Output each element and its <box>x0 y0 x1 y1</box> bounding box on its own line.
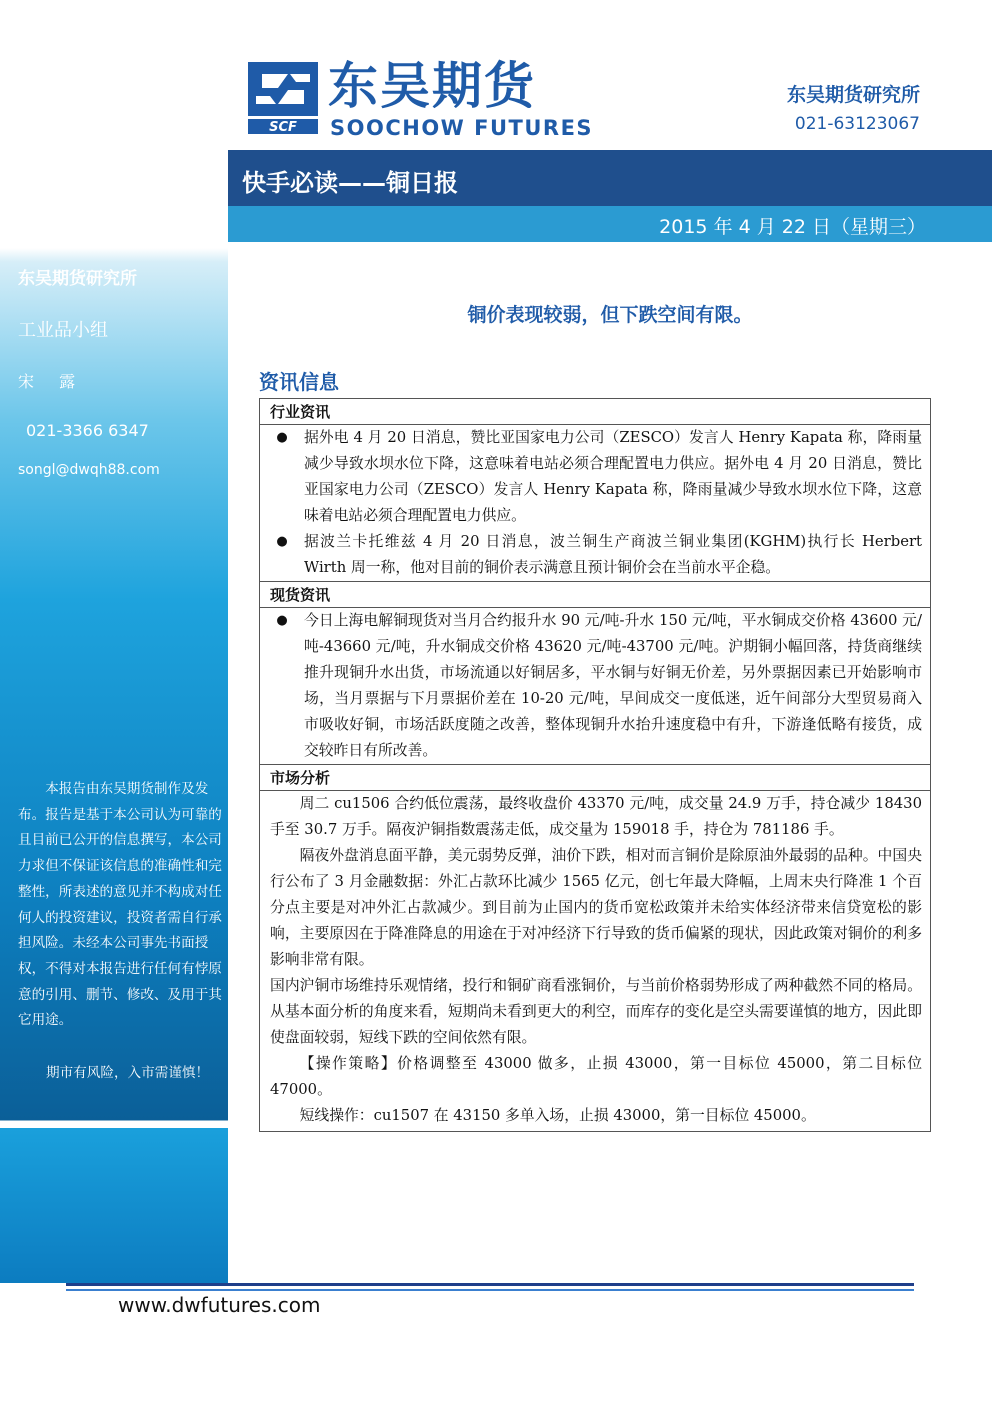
headline: 铜价表现较弱，但下跌空间有限。 <box>467 304 753 326</box>
spot-news-header: 现货资讯 <box>260 582 930 608</box>
analysis-paragraph: 周二 cu1506 合约低位震荡，最终收盘价 43370 元/吨，成交量 24.9 万手，持仓减少 18430 手至 30.7 万手。隔夜沪铜指数震荡走低，成交量为 159018 手，持仓为 781186 手。 <box>270 795 922 838</box>
sidebar-warning: 期市有风险，入市需谨慎！ <box>46 1065 210 1081</box>
analysis-paragraph: 【操作策略】价格调整至 43000 做多，止损 43000，第一目标位 45000，第二目标位 47000。 <box>270 1055 922 1098</box>
info-table <box>259 398 931 1132</box>
sidebar-institute: 东吴期货研究所 <box>18 269 137 289</box>
header-institute: 东吴期货研究所 <box>786 84 920 106</box>
list-item-text: 今日上海电解铜现货对当月合约报升水 90 元/吨-升水 150 元/吨，平水铜成交价格 43600 元/吨-43660 元/吨，升水铜成交价格 43620 元/吨-43700 元/吨。沪期铜小幅回落，持货商继续推升现铜升水出货，市场流通以好铜居多，平水铜与好铜无价差，另外票据因素已开始影响市场，当月票据与下月票据价差在 10-20 元/吨，早间成交一度低迷，近午间部分大型贸易商入市吸收好铜，市场活跃度随之改善，整体现铜升水抬升速度稳中有升，下游逢低略有接货，成交较昨日有所改善。 <box>304 612 922 759</box>
list-item-text: 据外电 4 月 20 日消息，赞比亚国家电力公司（ZESCO）发言人 Henry Kapata 称，降雨量减少导致水坝水位下降，这意味着电站必须合理配置电力供应。据外电 4 月 20 日消息，赞比亚国家电力公司（ZESCO）发言人 Henry Kapata 称，降雨量减少导致水坝水位下降，这意味着电站必须合理配置电力供应。 <box>304 429 922 524</box>
sidebar-group: 工业品小组 <box>18 320 108 341</box>
sidebar-disclaimer: 本报告由东吴期货制作及发布。报告是基于本公司认为可靠的且目前已公开的信息撰写，本公司力求但不保证该信息的准确性和完整性，所表述的意见并不构成对任何人的投资建议，投资者需自行承担风险。未经本公司事先书面授权，不得对本报告进行任何有悖原意的引用、删节、修改、及用于其它用途。 <box>18 781 222 1029</box>
list-item <box>260 425 930 529</box>
analysis-paragraph: 短线操作：cu1507 在 43150 多单入场，止损 43000，第一目标位 45000。 <box>299 1107 816 1124</box>
footer-divider <box>66 1283 914 1286</box>
industry-news-header: 行业资讯 <box>260 399 930 425</box>
analysis-paragraph: 国内沪铜市场维持乐观情绪，投行和铜矿商看涨铜价，与当前价格弱势形成了两种截然不同的格局。从基本面分析的角度来看，短期尚未看到更大的利空，而库存的变化是空头需要谨慎的地方，因此即使盘面较弱，短线下跌的空间依然有限。 <box>270 977 922 1046</box>
brand-name-en: SOOCHOW FUTURES <box>330 116 594 140</box>
list-item-text: 据波兰卡托维兹 4 月 20 日消息，波兰铜生产商波兰铜业集团(KGHM)执行长 Herbert Wirth 周一称，他对目前的铜价表示满意且预计铜价会在当前水平企稳。 <box>304 533 922 576</box>
brand-name-cn: 东吴期货 <box>328 57 536 115</box>
market-analysis-header: 市场分析 <box>260 765 930 791</box>
industry-news-body <box>260 425 930 582</box>
bullet-icon: ● <box>276 430 288 445</box>
spot-news-body <box>260 608 930 765</box>
sidebar <box>0 0 228 1283</box>
list-item <box>260 608 930 764</box>
sidebar-analyst-name: 宋 露 <box>18 372 86 391</box>
footer-url[interactable]: www.dwfutures.com <box>118 1293 321 1317</box>
report-date: 2015 年 4 月 22 日（星期三） <box>659 216 926 238</box>
date-bar <box>228 206 992 242</box>
analysis-paragraph: 隔夜外盘消息面平静，美元弱势反弹，油价下跌，相对而言铜价是除原油外最弱的品种。中国央行公布了 3 月金融数据：外汇占款环比减少 1565 亿元，创七年最大降幅，上周末央行降准 1 个百分点主要是对冲外汇占款减少。到目前为止国内的货币宽松政策并未给实体经济带来信贷宽松的影响，主要原因在于降准降息的用途在于对冲经济下行导致的货币偏紧的现状，因此政策对铜价的利多影响非常有限。 <box>270 847 922 968</box>
brand-logo-icon <box>248 62 318 136</box>
sidebar-phone: 021-3366 6347 <box>26 421 149 440</box>
bullet-icon: ● <box>276 613 288 628</box>
sidebar-lower-block <box>0 1128 228 1283</box>
list-item <box>260 529 930 581</box>
header-phone: 021-63123067 <box>794 114 920 134</box>
title-banner <box>228 150 992 206</box>
sidebar-email: songl@dwqh88.com <box>18 462 160 478</box>
footer-divider-secondary <box>66 1289 914 1291</box>
logo-abbr: SCF <box>269 120 297 135</box>
report-title: 快手必读——铜日报 <box>242 169 458 197</box>
market-analysis-body <box>260 791 930 1131</box>
bullet-icon: ● <box>276 534 288 549</box>
section-title: 资讯信息 <box>259 370 339 394</box>
